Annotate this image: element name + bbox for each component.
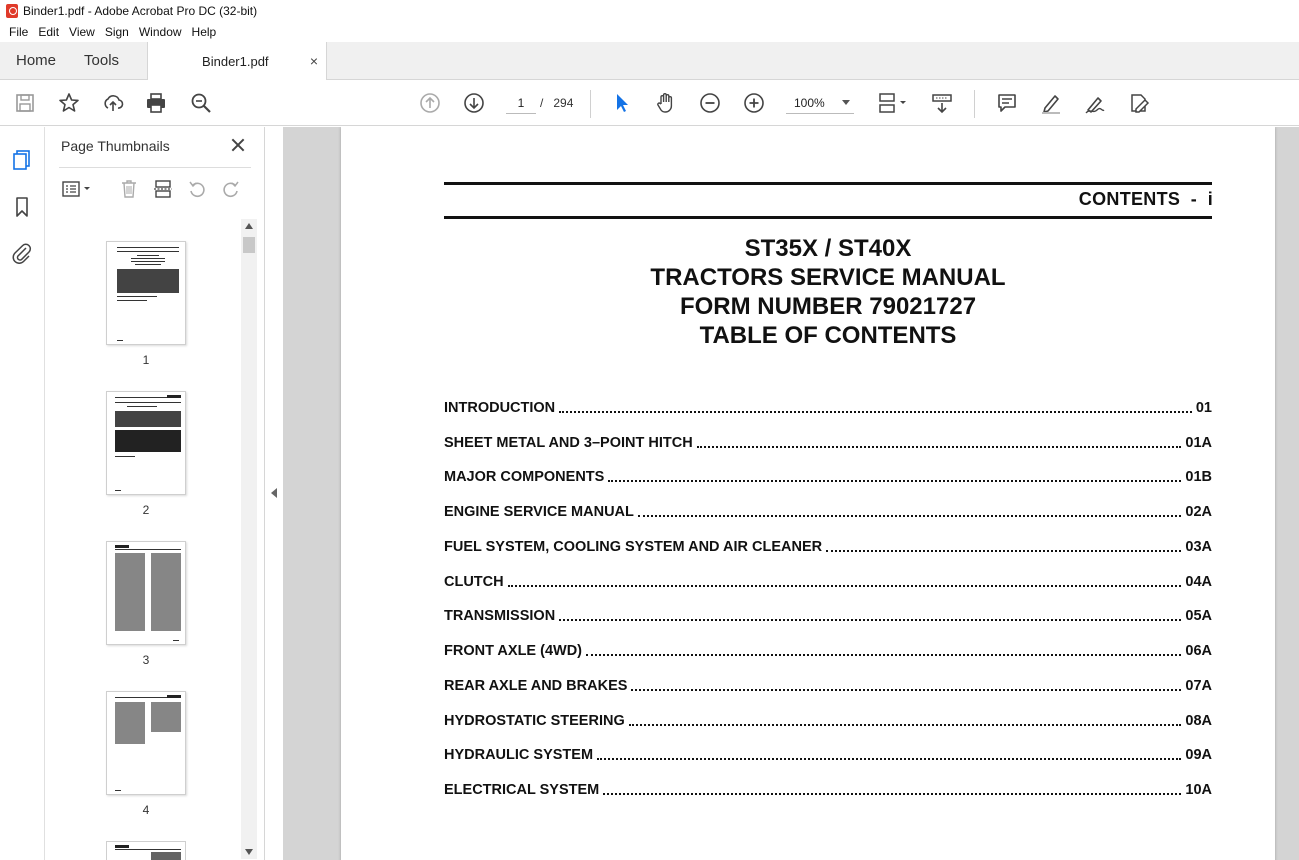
toc-page: 01B [1185, 469, 1212, 485]
toc-label: SHEET METAL AND 3–POINT HITCH [444, 435, 693, 451]
toc-label: MAJOR COMPONENTS [444, 469, 605, 485]
print-icon[interactable] [144, 91, 168, 115]
thumbnail-label: 4 [142, 803, 150, 817]
thumbnail-page-4[interactable] [106, 691, 186, 817]
toc-entry[interactable] [444, 745, 1212, 763]
acrobat-logo-icon [6, 4, 18, 18]
close-panel-icon[interactable] [229, 136, 247, 154]
toc-leader [603, 793, 1181, 795]
toc-label: FRONT AXLE (4WD) [444, 643, 583, 659]
sign-icon[interactable] [1083, 91, 1107, 115]
save-icon[interactable] [13, 91, 37, 115]
toc-leader [697, 446, 1182, 448]
toc-label: ENGINE SERVICE MANUAL [444, 504, 634, 520]
page-thumbnails-icon[interactable] [10, 148, 34, 172]
toc-page: 08A [1185, 713, 1212, 729]
thumbnail-image [106, 691, 186, 795]
thumbnail-page-5[interactable] [106, 841, 186, 860]
thumbnail-label: 3 [142, 653, 150, 667]
rotate-left-icon[interactable] [185, 177, 209, 201]
header-rule-bottom [444, 216, 1212, 219]
zoom-value: 100% [794, 95, 825, 110]
toc-leader [631, 689, 1181, 691]
toc-label: HYDRAULIC SYSTEM [444, 747, 594, 763]
toc-leader [638, 515, 1182, 517]
menu-bar [0, 22, 1299, 42]
document-viewer[interactable] [283, 127, 1299, 860]
toolbar-divider [590, 90, 591, 118]
toc-page: 02A [1185, 504, 1212, 520]
page-count [540, 96, 573, 110]
thumbnail-options-icon[interactable] [59, 177, 95, 201]
tab-home[interactable]: Home [16, 52, 57, 69]
toc-leader [559, 411, 1192, 413]
edit-pdf-icon[interactable] [1127, 91, 1151, 115]
zoom-select[interactable] [786, 92, 854, 114]
highlight-icon[interactable] [1039, 91, 1063, 115]
star-icon[interactable] [57, 91, 81, 115]
toc-entry[interactable] [444, 676, 1212, 694]
toolbar-divider [974, 90, 975, 118]
menu-help[interactable]: Help [191, 25, 217, 39]
thumbnail-page-2[interactable] [106, 391, 186, 517]
toc-label: FUEL SYSTEM, COOLING SYSTEM AND AIR CLEANER [444, 539, 823, 555]
toc-label: HYDROSTATIC STEERING [444, 713, 625, 729]
page-header: CONTENTS - i [1078, 189, 1213, 209]
document-title-line: FORM NUMBER 79021727 [679, 293, 977, 320]
zoom-out-icon[interactable] [698, 91, 722, 115]
tab-document[interactable] [147, 42, 327, 80]
thumbnail-image [106, 391, 186, 495]
thumbnail-scrollbar[interactable] [241, 219, 257, 859]
document-tab-label: Binder1.pdf [202, 53, 269, 69]
collapse-left-icon[interactable] [271, 488, 277, 498]
thumbnail-label: 1 [142, 353, 150, 367]
attachment-icon[interactable] [10, 241, 34, 265]
toc-leader [629, 724, 1182, 726]
toc-entry[interactable] [444, 502, 1212, 520]
hand-icon[interactable] [654, 91, 678, 115]
page-up-icon[interactable] [418, 91, 442, 115]
thumbnail-toolbar [59, 177, 251, 203]
fit-page-icon[interactable] [876, 91, 910, 115]
scroll-mode-icon[interactable] [930, 91, 954, 115]
document-title-line: TRACTORS SERVICE MANUAL [650, 264, 1006, 291]
close-tab-icon[interactable]: × [309, 53, 319, 69]
pdf-page [341, 127, 1275, 860]
toc-entry[interactable] [444, 467, 1212, 485]
toc-entry[interactable] [444, 641, 1212, 659]
thumbnail-image [106, 841, 186, 860]
toc-page: 04A [1185, 574, 1212, 590]
thumbnail-page-3[interactable] [106, 541, 186, 667]
toc-label: INTRODUCTION [444, 400, 556, 416]
toc-label: TRANSMISSION [444, 608, 556, 624]
zoom-in-icon[interactable] [742, 91, 766, 115]
rotate-right-icon[interactable] [219, 177, 243, 201]
toc-leader [608, 480, 1181, 482]
toc-entry[interactable] [444, 398, 1212, 416]
title-bar [0, 0, 1299, 22]
toc-page: 03A [1185, 539, 1212, 555]
toc-page: 01 [1195, 400, 1212, 416]
insert-page-icon[interactable] [151, 177, 175, 201]
total-pages: 294 [553, 96, 574, 110]
toc-page: 10A [1185, 782, 1212, 798]
tab-tools[interactable]: Tools [84, 52, 120, 69]
toc-leader [508, 585, 1182, 587]
scroll-down-icon[interactable] [245, 849, 253, 855]
toc-page: 07A [1185, 678, 1212, 694]
toc-entry[interactable] [444, 433, 1212, 451]
toc-entry[interactable] [444, 780, 1212, 798]
toc-entry[interactable] [444, 711, 1212, 729]
toc-label: REAR AXLE AND BRAKES [444, 678, 628, 694]
select-cursor-icon[interactable] [610, 91, 634, 115]
menu-file[interactable]: File [9, 25, 29, 39]
page-down-icon[interactable] [462, 91, 486, 115]
chevron-down-icon [842, 100, 850, 105]
document-title-line: TABLE OF CONTENTS [699, 322, 957, 349]
left-navigation-rail [0, 127, 45, 860]
page-thumbnails-panel [45, 127, 265, 860]
toc-entry[interactable] [444, 537, 1212, 555]
comment-icon[interactable] [995, 91, 1019, 115]
thumbnail-label: 2 [142, 503, 150, 517]
scroll-up-icon[interactable] [245, 223, 253, 229]
toc-page: 09A [1185, 747, 1212, 763]
page-number-input[interactable] [506, 92, 536, 114]
toc-page: 01A [1185, 435, 1212, 451]
menu-sign[interactable]: Sign [104, 25, 129, 39]
panel-divider [59, 167, 251, 168]
toc-leader [586, 654, 1181, 656]
toc-label: ELECTRICAL SYSTEM [444, 782, 600, 798]
bookmark-icon[interactable] [10, 195, 34, 219]
toc-leader [559, 619, 1181, 621]
menu-window[interactable]: Window [138, 25, 182, 39]
delete-page-icon[interactable] [117, 177, 141, 201]
toc-entry[interactable] [444, 606, 1212, 624]
tab-bar [0, 42, 1299, 80]
document-title-line: ST35X / ST40X [744, 235, 912, 262]
page-separator: / [540, 96, 544, 110]
panel-collapse-strip[interactable] [265, 127, 283, 860]
thumbnail-image [106, 541, 186, 645]
menu-edit[interactable]: Edit [38, 25, 60, 39]
window-title: Binder1.pdf - Adobe Acrobat Pro DC (32-bit) [23, 4, 258, 18]
toc-leader [597, 758, 1181, 760]
thumbnail-page-1[interactable] [106, 241, 186, 367]
toc-page: 06A [1185, 643, 1212, 659]
header-rule-top [444, 182, 1212, 185]
upload-icon[interactable] [101, 91, 125, 115]
thumbnail-image [106, 241, 186, 345]
panel-title: Page Thumbnails [61, 138, 170, 154]
toc-leader [826, 550, 1181, 552]
scrollbar-thumb[interactable] [243, 237, 255, 253]
search-zoom-icon[interactable] [189, 91, 213, 115]
toc-label: CLUTCH [444, 574, 504, 590]
toc-page: 05A [1185, 608, 1212, 624]
menu-view[interactable]: View [69, 25, 95, 39]
toc-entry[interactable] [444, 572, 1212, 590]
